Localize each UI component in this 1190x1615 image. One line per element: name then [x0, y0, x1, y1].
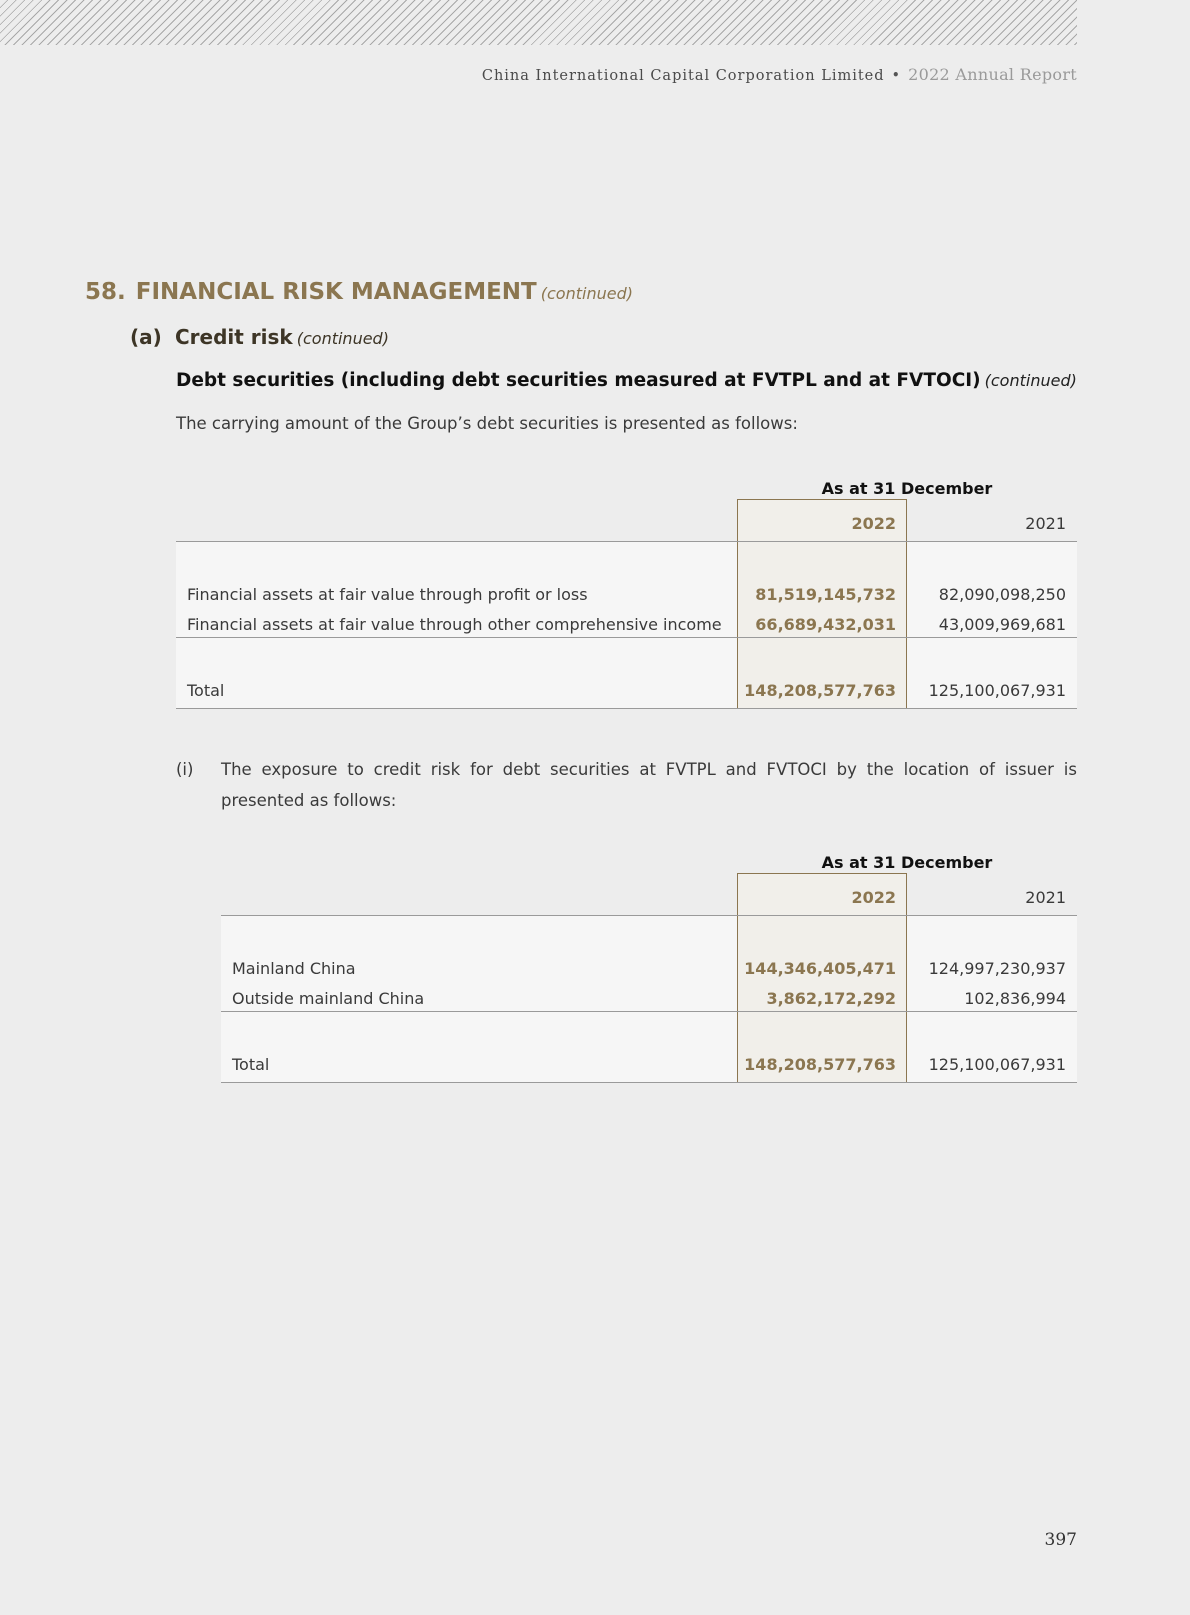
total-value-2022: 148,208,577,763: [744, 1055, 896, 1074]
row-value-2022: 66,689,432,031: [755, 615, 896, 634]
total-label: Total: [187, 681, 225, 700]
total-value-2022: 148,208,577,763: [744, 681, 896, 700]
section-title: FINANCIAL RISK MANAGEMENT: [135, 279, 537, 305]
row-value-2021: 102,836,994: [964, 989, 1066, 1008]
subsubsection-continued-note: (continued): [984, 371, 1077, 390]
subsubsection-title: Debt securities (including debt securities measured at FVTPL and at FVTOCI): [176, 370, 981, 391]
group-header: As at 31 December: [821, 853, 993, 872]
subtotal-rule: [176, 637, 1077, 638]
header-separator: •: [891, 68, 902, 84]
subsection-heading: [130, 325, 389, 349]
running-header: [482, 65, 1077, 84]
total-label: Total: [232, 1055, 270, 1074]
row-value-2021: 124,997,230,937: [928, 959, 1066, 978]
row-label: Financial assets at fair value through profit or loss: [187, 585, 588, 604]
location-exposure-table: [221, 853, 1077, 1083]
subsection-continued-note: (continued): [296, 329, 389, 348]
header-rule: [176, 541, 1077, 542]
header-rule: [221, 915, 1077, 916]
header-hatch-band: [0, 0, 1077, 45]
paragraph-label: (i): [176, 760, 194, 779]
report-title: 2022 Annual Report: [908, 65, 1077, 84]
year-header-2022: 2022: [851, 514, 896, 533]
page-number: 397: [1044, 1530, 1077, 1550]
subsubsection-heading: [176, 370, 1077, 391]
row-value-2022: 81,519,145,732: [755, 585, 896, 604]
subsection-title: Credit risk: [175, 325, 293, 349]
company-name: China International Capital Corporation Limited: [481, 68, 885, 84]
section-continued-note: (continued): [540, 284, 633, 303]
bottom-rule: [176, 708, 1077, 709]
section-heading: [85, 279, 633, 305]
year-header-2021: 2021: [1025, 888, 1066, 907]
row-label: Outside mainland China: [232, 989, 425, 1008]
row-label: Financial assets at fair value through other comprehensive income: [187, 615, 722, 634]
carrying-amount-table: [176, 479, 1077, 709]
intro-paragraph: The carrying amount of the Group’s debt securities is presented as follows:: [176, 414, 798, 433]
bottom-rule: [221, 1082, 1077, 1083]
paragraph-text: The exposure to credit risk for debt securities at FVTPL and FVTOCI by the location of issuer is presented as follows:: [221, 760, 1077, 810]
section-number: 58.: [85, 279, 126, 305]
year-header-2022: 2022: [851, 888, 896, 907]
total-value-2021: 125,100,067,931: [928, 1055, 1066, 1074]
total-value-2021: 125,100,067,931: [928, 681, 1066, 700]
paragraph-i: [176, 754, 1077, 816]
row-value-2021: 43,009,969,681: [938, 615, 1066, 634]
row-label: Mainland China: [232, 959, 356, 978]
group-header: As at 31 December: [821, 479, 993, 498]
subtotal-rule: [221, 1011, 1077, 1012]
row-value-2022: 3,862,172,292: [766, 989, 896, 1008]
subsection-label: (a): [130, 325, 162, 349]
row-value-2021: 82,090,098,250: [938, 585, 1066, 604]
year-header-2021: 2021: [1025, 514, 1066, 533]
row-value-2022: 144,346,405,471: [744, 959, 896, 978]
